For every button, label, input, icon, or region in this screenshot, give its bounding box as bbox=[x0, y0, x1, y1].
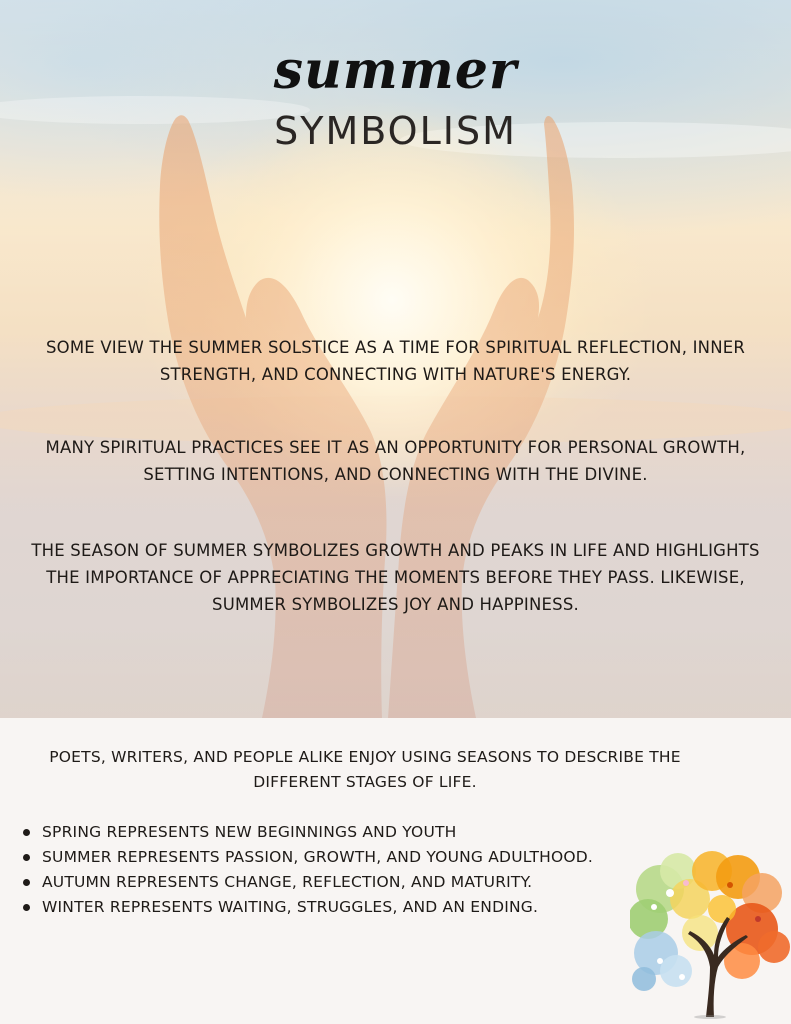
title-symbolism: SYMBOLISM bbox=[274, 109, 517, 153]
hero-paragraph: SOME VIEW THE SUMMER SOLSTICE AS A TIME FOR SPIRITUAL REFLECTION, INNER STRENGTH, AND CONNECTING WITH NATURE'S ENERGY. bbox=[45, 338, 746, 384]
list-item-text: SPRING REPRESENTS NEW BEGINNINGS AND YOUTH bbox=[42, 823, 457, 841]
hero-paragraph: MANY SPIRITUAL PRACTICES SEE IT AS AN OPPORTUNITY FOR PERSONAL GROWTH, SETTING INTENTIONS, AND CONNECTING WITH THE DIVINE. bbox=[45, 438, 746, 484]
list-item-text: AUTUMN REPRESENTS CHANGE, REFLECTION, AND MATURITY. bbox=[42, 873, 533, 891]
bullet-icon bbox=[23, 829, 30, 836]
list-item bbox=[20, 870, 593, 895]
seasons-intro: POETS, WRITERS, AND PEOPLE ALIKE ENJOY USING SEASONS TO DESCRIBE THE DIFFERENT STAGES OF LIFE. bbox=[49, 748, 681, 791]
list-item-text: WINTER REPRESENTS WAITING, STRUGGLES, AND AN ENDING. bbox=[42, 898, 539, 916]
title-block bbox=[0, 40, 791, 153]
title-summer: summer bbox=[273, 40, 518, 101]
seasons-list bbox=[20, 820, 593, 920]
bullet-icon bbox=[23, 854, 30, 861]
four-seasons-tree-image bbox=[630, 849, 790, 1019]
list-item bbox=[20, 820, 593, 845]
seasons-section bbox=[0, 718, 791, 1024]
bullet-icon bbox=[23, 904, 30, 911]
list-item bbox=[20, 895, 593, 920]
list-item-text: SUMMER REPRESENTS PASSION, GROWTH, AND YOUNG ADULTHOOD. bbox=[42, 848, 594, 866]
bullet-icon bbox=[23, 879, 30, 886]
hero-paragraph: THE SEASON OF SUMMER SYMBOLIZES GROWTH AND PEAKS IN LIFE AND HIGHLIGHTS THE IMPORTANCE OF APPRECIATING THE MOMENTS BEFORE THEY PASS. LIKEWISE, SUMMER SYMBOLIZES JOY AND HAPPINESS. bbox=[31, 541, 760, 614]
list-item bbox=[20, 845, 593, 870]
